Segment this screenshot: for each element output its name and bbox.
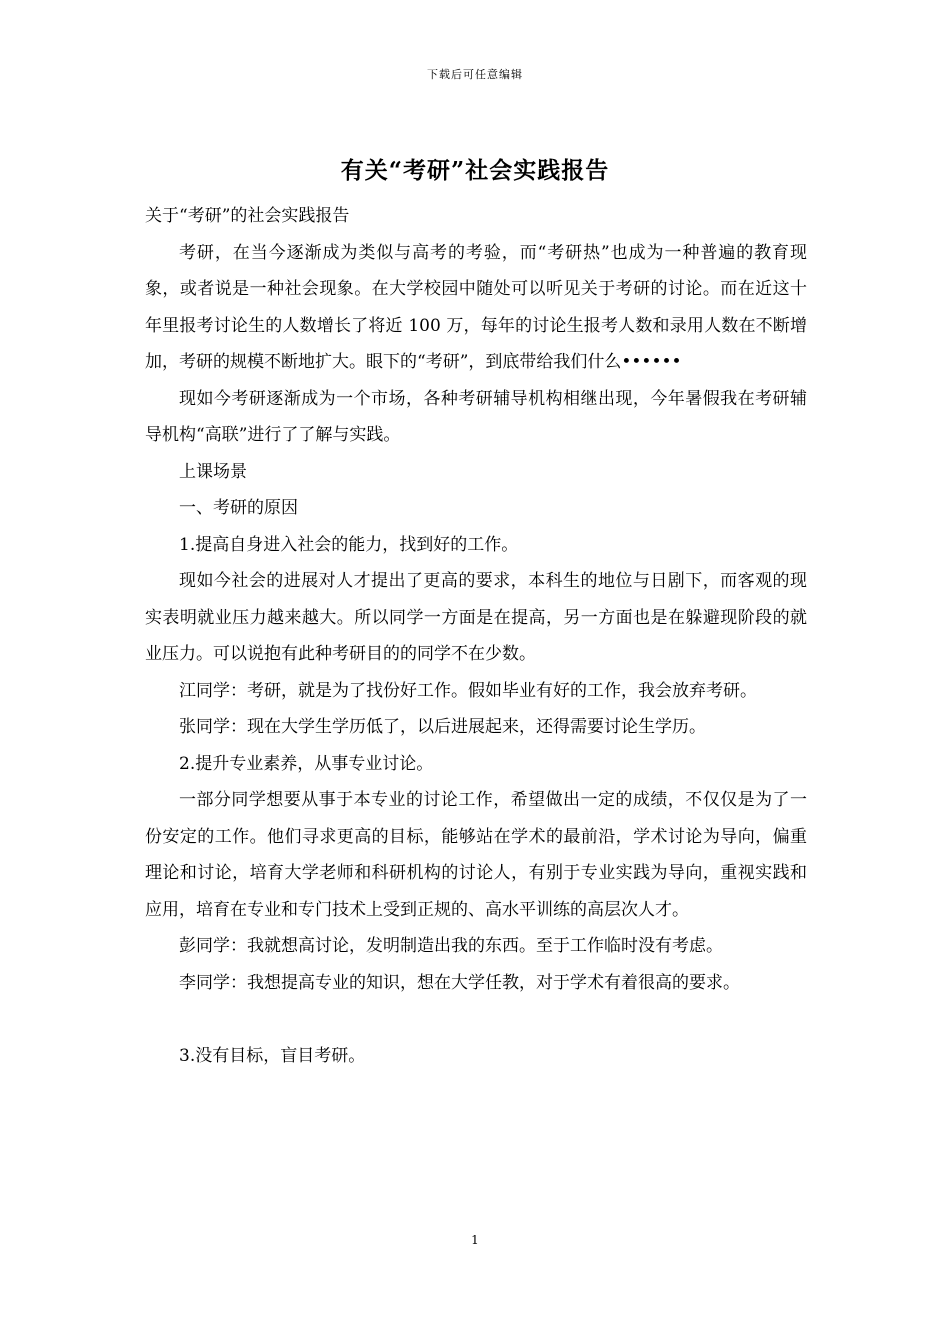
quote-li: 李同学：我想提高专业的知识，想在大学任教，对于学术有着很高的要求。 [179, 972, 740, 993]
reason-2-paragraph: 一部分同学想要从事于本专业的讨论工作，希望做出一定的成绩，不仅仅是为了一份安定的工作。他们寻求更高的目标，能够站在学术的最前沿，学术讨论为导向，偏重理论和讨论，培育大学老师和科研机构的讨论人，有别于专业实践为导向，重视实践和应用，培育在专业和专门技术上受到正规的、高水平训练的高层次人才。 [145, 790, 807, 920]
reason-1-paragraph: 现如今社会的进展对人才提出了更高的要求，本科生的地位与日剧下，而客观的现实表明就业压力越来越大。所以同学一方面是在提高，另一方面也是在躲避现阶段的就业压力。可以说抱有此种考研目的的同学不在少数。 [145, 571, 807, 664]
section-label-class-scene: 上课场景 [179, 461, 247, 482]
subtitle-paragraph: 关于“考研”的社会实践报告 [145, 206, 350, 226]
reason-heading-1: 1.提高自身进入社会的能力，找到好的工作。 [179, 534, 519, 555]
blank-line [145, 1001, 807, 1038]
document-title: 有关“考研”社会实践报告 [340, 157, 610, 184]
page-number: 1 [471, 1233, 479, 1247]
reason-heading-3: 3.没有目标，盲目考研。 [179, 1045, 366, 1066]
section-heading-reasons: 一、考研的原因 [179, 498, 298, 518]
quote-peng: 彭同学：我就想高讨论，发明制造出我的东西。至于工作临时没有考虑。 [179, 936, 723, 956]
quote-zhang: 张同学：现在大学生学历低了，以后进展起来，还得需要讨论生学历。 [179, 717, 706, 737]
intro-paragraph: 考研，在当今逐渐成为类似与高考的考验，而“考研热”也成为一种普遍的教育现象，或者说是一种社会现象。在大学校园中随处可以听见关于考研的讨论。而在近这十年里报考讨论生的人数增长了将近 100 万，每年的讨论生报考人数和录用人数在不断增加，考研的规模不断地扩大。眼下的“考研”，到底带给我们什么•••••• [145, 242, 807, 372]
quote-jiang: 江同学：考研，就是为了找份好工作。假如毕业有好的工作，我会放弃考研。 [179, 680, 757, 701]
document-body [145, 198, 807, 1074]
reason-heading-2: 2.提升专业素养，从事专业讨论。 [179, 753, 434, 774]
practice-paragraph: 现如今考研逐渐成为一个市场，各种考研辅导机构相继出现，今年暑假我在考研辅导机构“高联”进行了了解与实践。 [145, 388, 807, 445]
page-header-note: 下载后可任意编辑 [427, 68, 523, 81]
